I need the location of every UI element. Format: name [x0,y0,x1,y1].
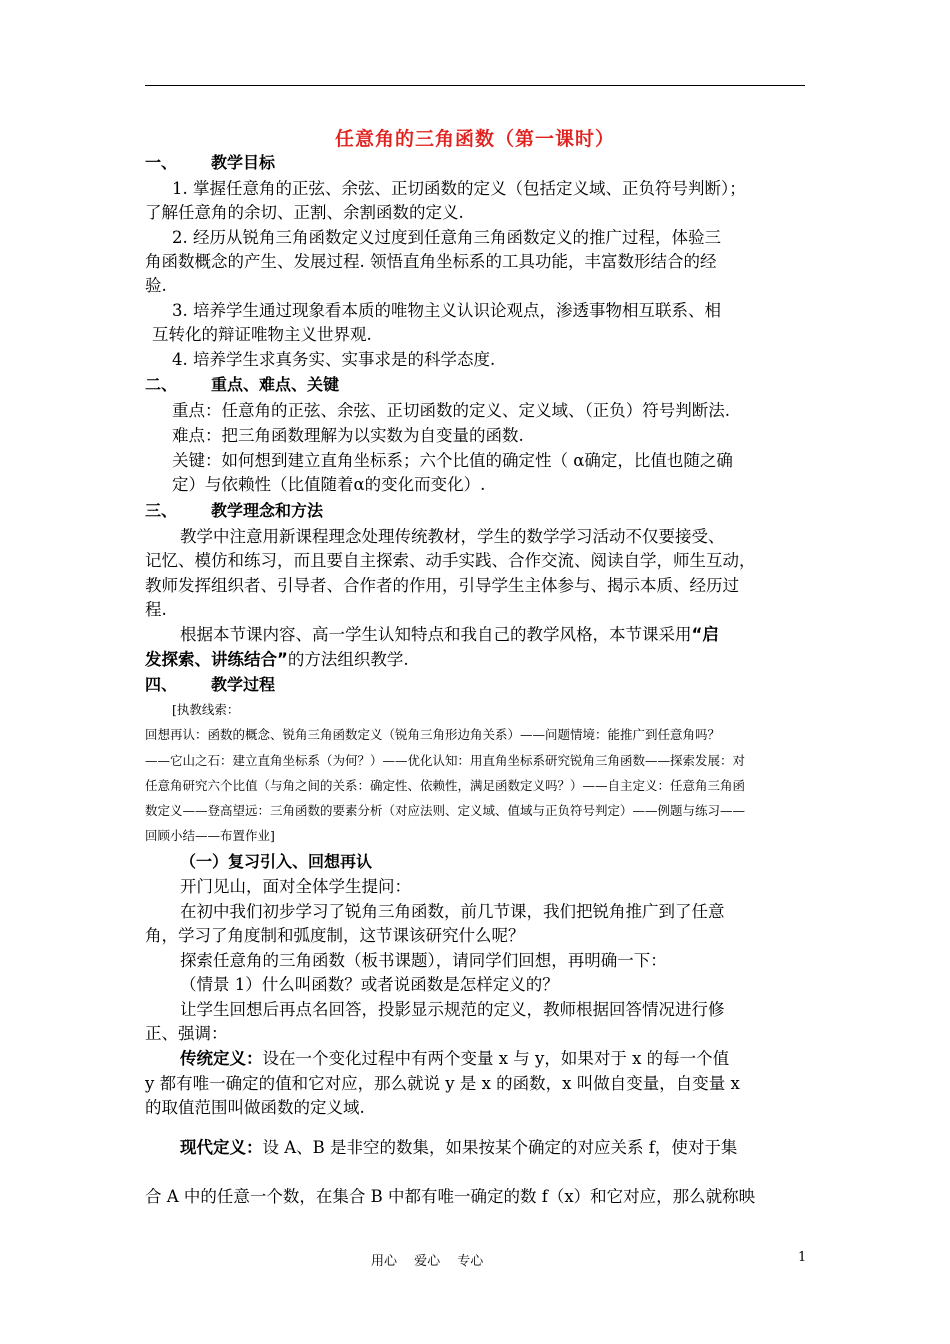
teaching-clue-line: 回想再认：函数的概念、锐角三角函数定义（锐角三角形边角关系）——问题情境：能推广到任意角吗？ [145,727,721,742]
s2-line: 定）与依赖性（比值随着α的变化而变化）. [172,475,486,494]
page-number: 1 [798,1250,807,1265]
traditional-definition-label: 传统定义： [180,1049,263,1068]
teaching-clue-line: 回顾小结——布置作业] [145,828,275,843]
s3-para2-line2: 发探索、讲练结合”的方法组织教学. [145,650,409,669]
modern-definition-line: 合 A 中的任意一个数，在集合 B 中都有唯一确定的数 f（x）和它对应，那么就称映 [145,1187,756,1206]
s4-line: 开门见山，面对全体学生提问： [180,877,411,896]
s1-line: 验. [145,276,167,295]
s4-line: 在初中我们初步学习了锐角三角函数，前几节课，我们把锐角推广到了任意 [180,902,725,921]
traditional-definition-line: 的取值范围叫做函数的定义域. [145,1098,365,1117]
modern-definition-line1: 现代定义：设 A、B 是非空的数集，如果按某个确定的对应关系 f，使对于集 [180,1138,738,1157]
s2-line: 关键：如何想到建立直角坐标系；六个比值的确定性（ α确定，比值也随之确 [172,451,733,470]
document-title: 任意角的三角函数（第一课时） [334,128,615,150]
traditional-definition-line1: 传统定义：设在一个变化过程中有两个变量 x 与 y，如果对于 x 的每一个值 [180,1049,730,1068]
s4-line: 角，学习了角度制和弧度制，这节课该研究什么呢？ [145,926,525,945]
s1-line: 1. 掌握任意角的正弦、余弦、正切函数的定义（包括定义域、正负符号判断）； [172,179,746,198]
footer-motto: 用心 爱心 专心 [371,1254,484,1269]
s1-line: 4. 培养学生求真务实、实事求是的科学态度. [172,350,496,369]
s2-line: 难点：把三角函数理解为以实数为自变量的函数. [172,426,524,445]
section-3-heading: 三、 教学理念和方法 [145,501,324,520]
s2-line: 重点：任意角的正弦、余弦、正切函数的定义、定义域、（正负）符号判断法. [172,401,730,420]
section-2-heading: 二、 重点、难点、关键 [145,375,340,394]
s3-line: 教学中注意用新课程理念处理传统教材，学生的数学学习活动不仅要接受、 [180,527,725,546]
s3-line: 教师发挥组织者、引导者、合作者的作用，引导学生主体参与、揭示本质、经历过 [145,576,739,595]
s3-line: 记忆、模仿和练习，而且要自主探索、动手实践、合作交流、阅读自学，师生互动， [145,551,756,570]
s1-line: 角函数概念的产生、发展过程. 领悟直角坐标系的工具功能，丰富数形结合的经 [145,252,717,271]
s4-line: 正、强调： [145,1024,228,1043]
s3-para2-line1: 根据本节课内容、高一学生认知特点和我自己的教学风格，本节课采用“启 [180,625,719,644]
teaching-clue-line: 任意角研究六个比值（与角之间的关系：确定性、依赖性，满足函数定义吗？）——自主定义：任意角三角函 [145,778,746,793]
s4-line: 让学生回想后再点名回答，投影显示规范的定义，教师根据回答情况进行修 [180,1000,725,1019]
teaching-clue-line: [执教线索： [172,702,240,717]
s4-line: （情景 1）什么叫函数？或者说函数是怎样定义的？ [180,975,559,994]
s1-line: 了解任意角的余切、正割、余割函数的定义. [145,203,464,222]
subsection-heading: （一）复习引入、回想再认 [180,852,373,871]
header-rule [145,85,805,86]
section-4-heading: 四、 教学过程 [145,675,276,694]
s3-line: 程. [145,600,167,619]
s4-line: 探索任意角的三角函数（板书课题），请同学们回想，再明确一下： [180,951,667,970]
teaching-clue-line: 数定义——登高望远：三角函数的要素分析（对应法则、定义域、值域与正负符号判定）——例题与练习—— [145,803,746,818]
modern-definition-label: 现代定义： [180,1138,263,1157]
section-1-heading: 一、 教学目标 [145,153,276,172]
traditional-definition-line: y 都有唯一确定的值和它对应，那么就说 y 是 x 的函数，x 叫做自变量，自变量 x [145,1074,740,1093]
teaching-clue-line: ——它山之石：建立直角坐标系（为何？）——优化认知：用直角坐标系研究锐角三角函数——探索发展：对 [145,753,746,768]
s1-line: 2. 经历从锐角三角函数定义过度到任意角三角函数定义的推广过程，体验三 [172,228,721,247]
s1-line: 3. 培养学生通过现象看本质的唯物主义认识论观点，渗透事物相互联系、相 [172,301,721,320]
s1-line: 互转化的辩证唯物主义世界观. [152,325,372,344]
